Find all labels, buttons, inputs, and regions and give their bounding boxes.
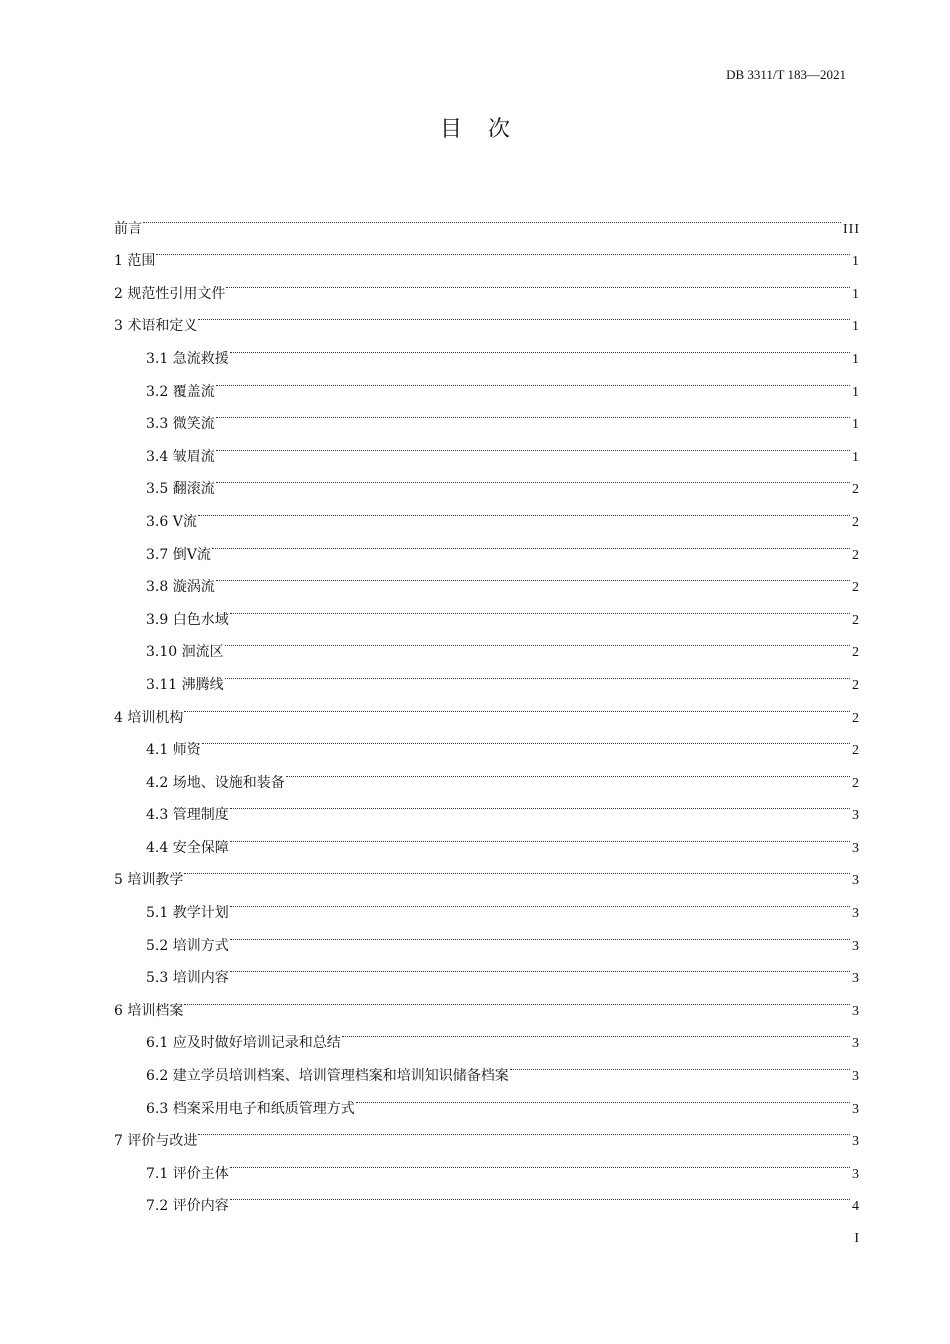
toc-entry-page: 3 — [852, 1003, 860, 1019]
toc-entry-label: 4.2 场地、设施和装备 — [146, 774, 285, 791]
dot-leader — [184, 689, 850, 722]
dot-leader — [202, 722, 850, 755]
dot-leader — [216, 363, 850, 396]
dot-leader — [230, 819, 850, 852]
toc-entry[interactable] — [114, 298, 860, 335]
toc-entry-page: 2 — [852, 775, 860, 791]
toc-entry-label: 1 范围 — [114, 253, 156, 270]
toc-entry-page: 3 — [852, 873, 860, 889]
toc-entry-page: 1 — [852, 319, 860, 335]
toc-entry-label: 3.8 漩涡流 — [146, 579, 215, 596]
toc-entry[interactable] — [114, 1015, 860, 1052]
toc-entry-label: 3 术语和定义 — [114, 318, 198, 335]
toc-entry[interactable] — [114, 754, 860, 791]
toc-entry[interactable] — [114, 787, 860, 824]
dot-leader — [286, 754, 850, 787]
toc-entry-page: 3 — [852, 1036, 860, 1052]
toc-entry-label: 5.1 教学计划 — [146, 905, 229, 922]
toc-entry[interactable] — [114, 1145, 860, 1182]
toc-entry[interactable] — [114, 265, 860, 302]
dot-leader — [230, 591, 850, 624]
toc-entry[interactable] — [114, 200, 860, 237]
toc-entry-page: 2 — [852, 482, 860, 498]
toc-entry-label: 4.3 管理制度 — [146, 807, 229, 824]
toc-entry-label: 4.4 安全保障 — [146, 839, 229, 856]
toc-entry-label: 3.11 沸腾线 — [146, 676, 224, 693]
toc-entry-label: 3.3 微笑流 — [146, 416, 215, 433]
dot-leader — [230, 1145, 850, 1178]
toc-entry-page: 2 — [852, 645, 860, 661]
toc-entry-label: 7 评价与改进 — [114, 1133, 198, 1150]
toc-entry-label: 4 培训机构 — [114, 709, 184, 726]
toc-entry-page: III — [843, 221, 860, 237]
toc-entry-label: 3.9 白色水域 — [146, 611, 229, 628]
toc-entry-page: 2 — [852, 710, 860, 726]
toc-entry-label: 4.1 师资 — [146, 742, 201, 759]
toc-entry-page: 1 — [852, 254, 860, 270]
toc-entry-label: 6.2 建立学员培训档案、培训管理档案和培训知识储备档案 — [146, 1068, 509, 1085]
dot-leader — [342, 1015, 850, 1048]
dot-leader — [230, 950, 850, 983]
toc-entry-page: 3 — [852, 1134, 860, 1150]
toc-entry[interactable] — [114, 1080, 860, 1117]
toc-entry[interactable] — [114, 722, 860, 759]
toc-entry-page: 3 — [852, 808, 860, 824]
toc-entry-label: 6.3 档案采用电子和纸质管理方式 — [146, 1100, 355, 1117]
dot-leader — [156, 233, 850, 266]
document-code: DB 3311/T 183—2021 — [726, 67, 846, 82]
toc-entry[interactable] — [114, 591, 860, 628]
dot-leader — [184, 982, 850, 1015]
toc-entry-label: 3.1 急流救援 — [146, 350, 229, 367]
toc-entry-page: 1 — [852, 351, 860, 367]
toc-entry-page: 2 — [852, 547, 860, 563]
toc-entry[interactable] — [114, 1113, 860, 1150]
dot-leader — [230, 917, 850, 950]
toc-entry[interactable] — [114, 396, 860, 433]
toc-entry-page: 2 — [852, 514, 860, 530]
dot-leader — [225, 656, 850, 689]
toc-entry[interactable] — [114, 624, 860, 661]
dot-leader — [230, 1178, 850, 1211]
toc-entry-page: 3 — [852, 971, 860, 987]
toc-entry-page: 4 — [852, 1199, 860, 1215]
toc-entry-label: 3.7 倒V流 — [146, 546, 211, 563]
dot-leader — [216, 428, 850, 461]
dot-leader — [230, 787, 850, 820]
dot-leader — [510, 1047, 850, 1080]
dot-leader — [216, 461, 850, 494]
dot-leader — [225, 624, 850, 657]
table-of-contents — [114, 200, 860, 1215]
toc-entry-page: 2 — [852, 580, 860, 596]
toc-entry[interactable] — [114, 950, 860, 987]
toc-entry[interactable] — [114, 493, 860, 530]
dot-leader — [143, 200, 841, 233]
toc-entry-label: 5 培训教学 — [114, 872, 184, 889]
toc-entry[interactable] — [114, 363, 860, 400]
toc-entry-label: 3.2 覆盖流 — [146, 383, 215, 400]
dot-leader — [212, 526, 850, 559]
toc-entry-page: 3 — [852, 938, 860, 954]
dot-leader — [216, 559, 850, 592]
toc-entry[interactable] — [114, 884, 860, 922]
toc-entry[interactable] — [114, 852, 860, 889]
toc-entry[interactable] — [114, 1178, 860, 1215]
toc-entry-page: 2 — [852, 612, 860, 628]
toc-entry-page: 3 — [852, 1166, 860, 1182]
toc-entry-label: 3.6 V流 — [146, 513, 197, 530]
toc-entry-label: 3.10 洄流区 — [146, 644, 224, 661]
page-title: 目次 — [439, 117, 536, 142]
toc-entry-page: 3 — [852, 1101, 860, 1117]
toc-entry-page: 2 — [852, 743, 860, 759]
dot-leader — [230, 884, 850, 917]
dot-leader — [198, 493, 850, 526]
dot-leader — [226, 265, 850, 298]
toc-entry-label: 6.1 应及时做好培训记录和总结 — [146, 1035, 341, 1052]
toc-entry-page: 3 — [852, 1069, 860, 1085]
toc-entry[interactable] — [114, 1047, 860, 1085]
toc-entry-label: 5.2 培训方式 — [146, 937, 229, 954]
toc-entry-page: 1 — [852, 286, 860, 302]
toc-entry[interactable] — [114, 461, 860, 498]
toc-entry-label: 7.1 评价主体 — [146, 1165, 229, 1182]
toc-entry-label: 5.3 培训内容 — [146, 970, 229, 987]
toc-entry[interactable] — [114, 233, 860, 270]
dot-leader — [356, 1080, 850, 1113]
toc-entry[interactable] — [114, 689, 860, 726]
toc-entry-label: 2 规范性引用文件 — [114, 285, 226, 302]
toc-entry-label: 3.4 皱眉流 — [146, 448, 215, 465]
toc-entry-page: 1 — [852, 384, 860, 400]
dot-leader — [230, 330, 850, 363]
toc-entry[interactable] — [114, 982, 860, 1019]
toc-entry[interactable] — [114, 428, 860, 465]
toc-entry-label: 6 培训档案 — [114, 1002, 184, 1019]
toc-entry-page: 1 — [852, 417, 860, 433]
toc-entry[interactable] — [114, 559, 860, 596]
toc-entry[interactable] — [114, 819, 860, 856]
toc-entry-label: 3.5 翻滚流 — [146, 481, 215, 498]
dot-leader — [198, 298, 850, 331]
toc-entry[interactable] — [114, 330, 860, 367]
toc-entry-page: 3 — [852, 906, 860, 922]
dot-leader — [198, 1113, 850, 1146]
dot-leader — [216, 396, 850, 429]
toc-entry[interactable] — [114, 917, 860, 954]
toc-entry-page: 2 — [852, 677, 860, 693]
toc-entry-page: 1 — [852, 449, 860, 465]
toc-entry[interactable] — [114, 656, 860, 693]
toc-entry[interactable] — [114, 526, 860, 563]
toc-entry-label: 前言 — [114, 220, 142, 237]
toc-entry-label: 7.2 评价内容 — [146, 1198, 229, 1215]
footer-page-number: I — [854, 1231, 859, 1246]
dot-leader — [184, 852, 850, 885]
toc-entry-page: 3 — [852, 840, 860, 856]
